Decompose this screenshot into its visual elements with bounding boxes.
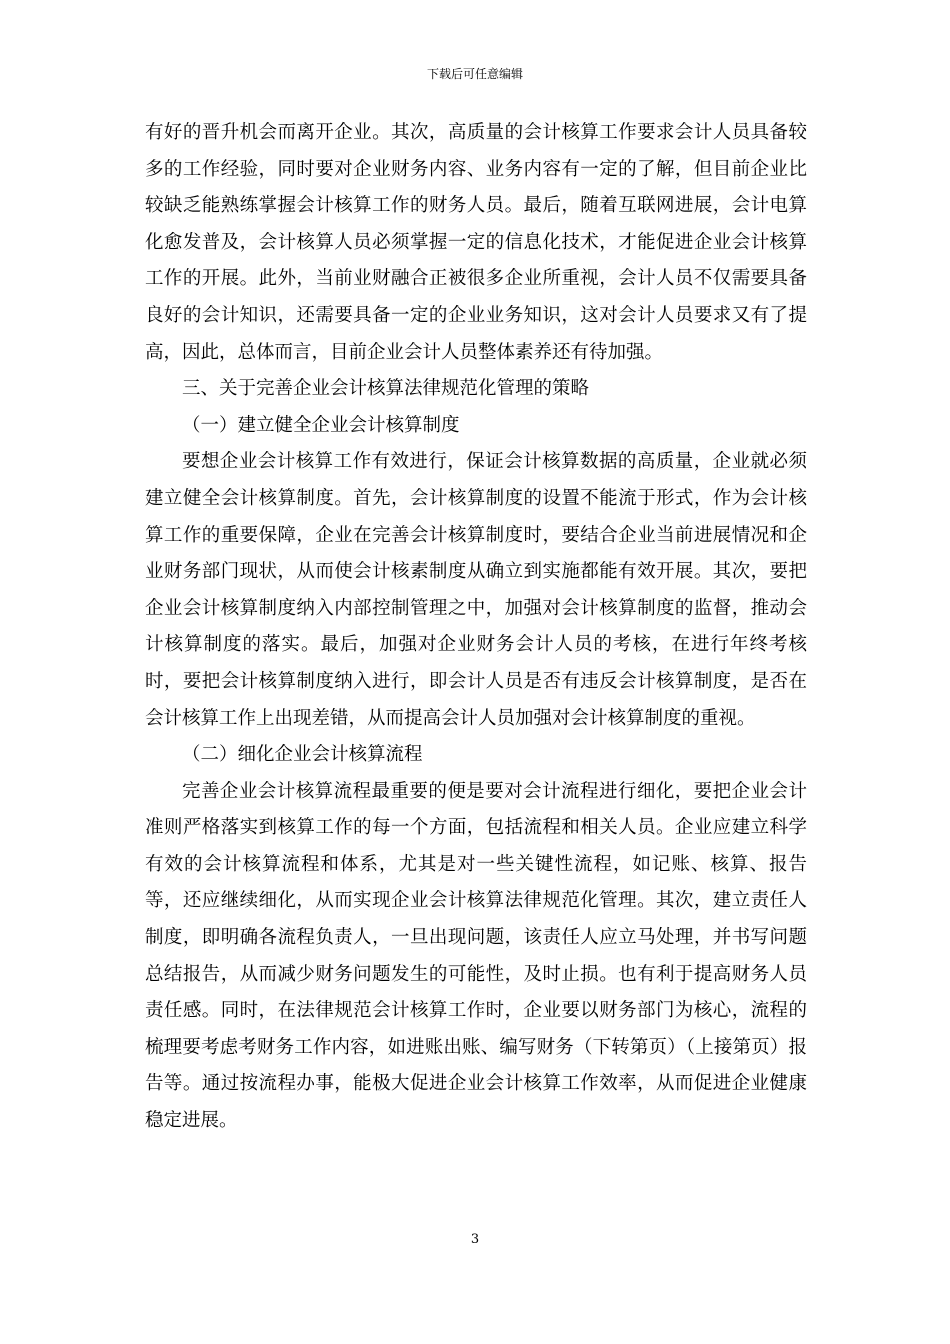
document-body [145,115,807,1140]
page-header: 下载后可任意编辑 [426,67,523,81]
paragraph-accounting-process: 完善企业会计核算流程最重要的便是要对会计流程进行细化，要把企业会计准则严格落实到核算工作的每一个方面，包括流程和相关人员。企业应建立科学有效的会计核算流程和体系，尤其是对一些关键性流程，如记账、核算、报告等，还应继续细化，从而实现企业会计核算法律规范化管理。其次，建立责任人制度，即明确各流程负责人，一旦出现问题，该责任人应立马处理，并书写问题总结报告，从而减少财务问题发生的可能性，及时止损。也有利于提高财务人员责任感。同时，在法律规范会计核算工作时，企业要以财务部门为核心，流程的梳理要考虑考财务工作内容，如进账出账、编写财务（下转第页）（上接第页）报告等。通过按流程办事，能极大促进企业会计核算工作效率，从而促进企业健康稳定进展。 [145,780,807,1132]
subsection-heading-2: （二）细化企业会计核算流程 [182,744,423,766]
subsection-heading-1: （一）建立健全企业会计核算制度 [182,414,460,436]
page-number: 3 [470,1232,480,1247]
section-heading: 三、关于完善企业会计核算法律规范化管理的策略 [182,378,590,400]
paragraph-accounting-system: 要想企业会计核算工作有效进行，保证会计核算数据的高质量，企业就必须建立健全会计核算制度。首先，会计核算制度的设置不能流于形式，作为会计核算工作的重要保障，企业在完善会计核算制度时，要结合企业当前进展情况和企业财务部门现状，从而使会计核素制度从确立到实施都能有效开展。其次，要把企业会计核算制度纳入内部控制管理之中，加强对会计核算制度的监督，推动会计核算制度的落实。最后，加强对企业财务会计人员的考核，在进行年终考核时，要把会计核算制度纳入进行，即会计人员是否有违反会计核算制度，是否在会计核算工作上出现差错，从而提高会计人员加强对会计核算制度的重视。 [145,451,807,729]
paragraph-continuation: 有好的晋升机会而离开企业。其次，高质量的会计核算工作要求会计人员具备较多的工作经验，同时要对企业财务内容、业务内容有一定的了解，但目前企业比较缺乏能熟练掌握会计核算工作的财务人员。最后，随着互联网进展，会计电算化愈发普及，会计核算人员必须掌握一定的信息化技术，才能促进企业会计核算工作的开展。此外，当前业财融合正被很多企业所重视，会计人员不仅需要具备良好的会计知识，还需要具备一定的企业业务知识，这对会计人员要求又有了提高，因此，总体而言，目前企业会计人员整体素养还有待加强。 [145,122,807,363]
